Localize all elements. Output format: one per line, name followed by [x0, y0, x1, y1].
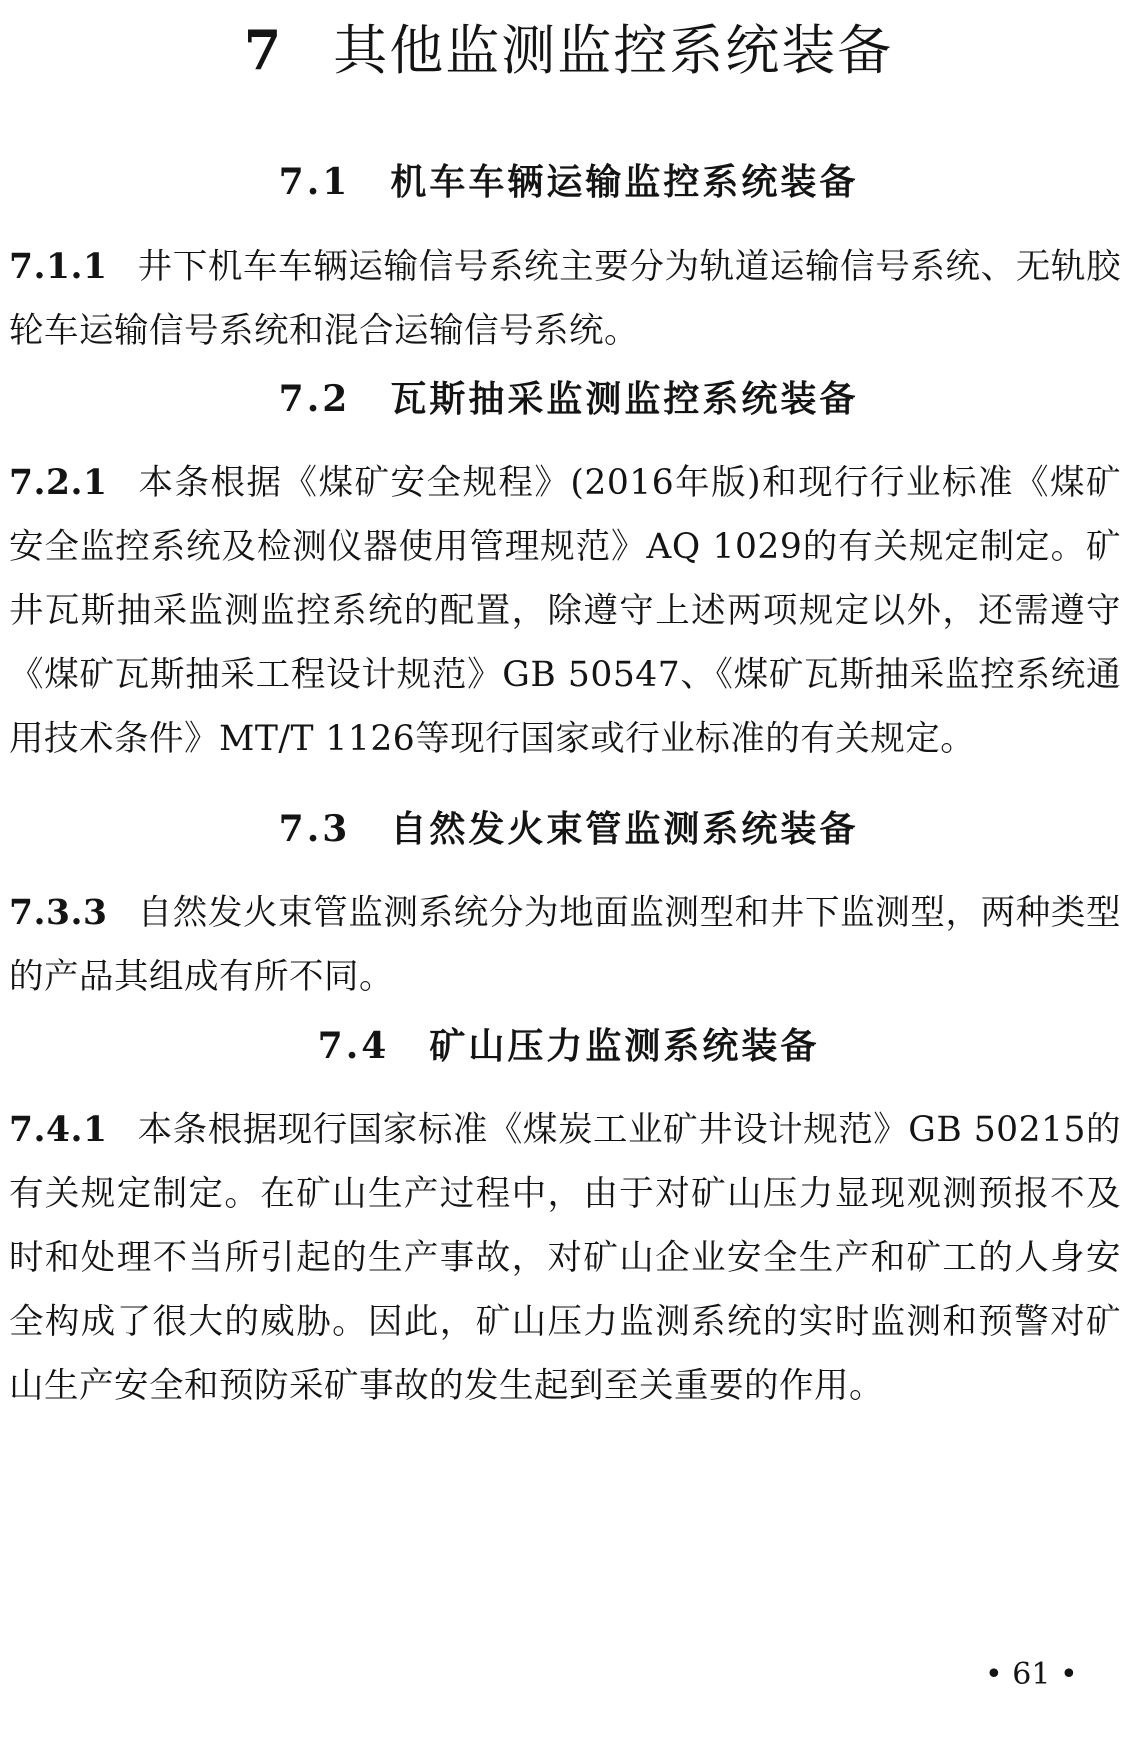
page-number: • 61 • — [985, 1657, 1078, 1692]
section-title-text: 自然发火束管监测系统装备 — [390, 809, 859, 850]
section-heading-7-1 — [0, 158, 1137, 207]
clause-text: 本条根据现行国家标准《煤炭工业矿井设计规范》GB 50215的有关规定制定。在矿山生产过程中，由于对矿山压力显现观测预报不及时和处理不当所引起的生产事故，对矿山企业安全生产和矿工的人身安全构成了很大的威胁。因此，矿山压力监测系统的实时监测和预警对矿山生产安全和预防采矿事故的发生起到至关重要的作用。 — [9, 1110, 1121, 1406]
section-number: 7.4 — [317, 1025, 390, 1067]
clause-text: 自然发火束管监测系统分为地面监测型和井下监测型，两种类型的产品其组成有所不同。 — [9, 893, 1121, 997]
clause-number: 7.3.3 — [9, 893, 108, 933]
chapter-title-text: 其他监测监控系统装备 — [333, 19, 894, 82]
section-title-text: 矿山压力监测系统装备 — [429, 1026, 820, 1067]
clause-7-3-3 — [9, 881, 1121, 1009]
clause-number: 7.2.1 — [9, 463, 108, 503]
clause-text: 井下机车车辆运输信号系统主要分为轨道运输信号系统、无轨胶轮车运输信号系统和混合运输信号系统。 — [9, 247, 1121, 351]
chapter-title — [0, 10, 1137, 91]
section-title-text: 机车车辆运输监控系统装备 — [390, 162, 859, 203]
section-number: 7.1 — [278, 161, 351, 203]
section-title-text: 瓦斯抽采监测监控系统装备 — [390, 379, 859, 420]
clause-7-2-1 — [9, 451, 1121, 771]
clause-text: 本条根据《煤矿安全规程》(2016年版)和现行行业标准《煤矿安全监控系统及检测仪器使用管理规范》AQ 1029的有关规定制定。矿井瓦斯抽采监测监控系统的配置，除遵守上述两项规定以外，还需遵守《煤矿瓦斯抽采工程设计规范》GB 50547、《煤矿瓦斯抽采监控系统通用技术条件》MT/T 1126等现行国家或行业标准的有关规定。 — [9, 463, 1121, 759]
section-heading-7-3 — [0, 805, 1137, 854]
clause-number: 7.1.1 — [9, 247, 108, 287]
section-heading-7-2 — [0, 375, 1137, 424]
chapter-number: 7 — [243, 18, 284, 82]
clause-7-1-1 — [9, 235, 1121, 363]
clause-number: 7.4.1 — [9, 1110, 108, 1150]
section-number: 7.2 — [278, 378, 351, 420]
section-number: 7.3 — [278, 808, 351, 850]
clause-7-4-1 — [9, 1098, 1121, 1418]
section-heading-7-4 — [0, 1022, 1137, 1071]
